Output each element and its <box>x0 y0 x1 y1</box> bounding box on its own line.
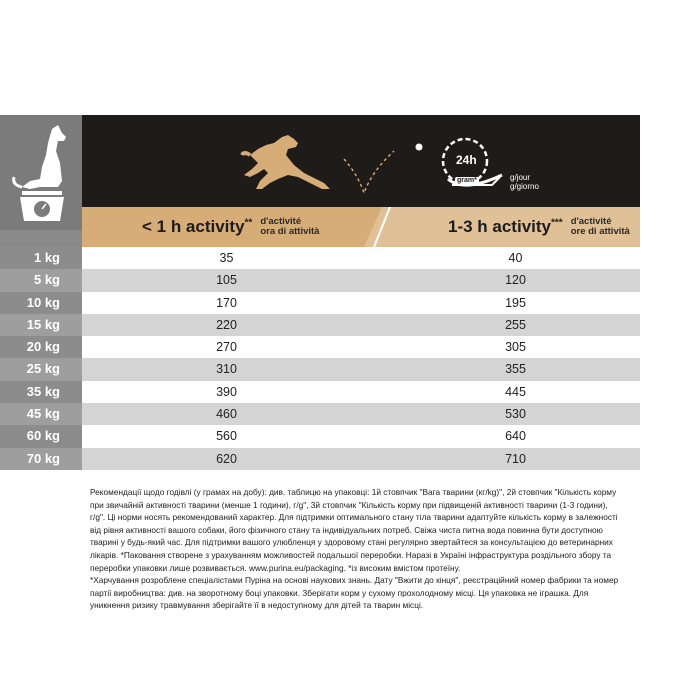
amount-low: 620 <box>216 451 237 466</box>
dog-on-scale-icon <box>0 115 82 230</box>
col-header-low <box>142 207 319 247</box>
table-row <box>82 314 640 336</box>
clock-label: 24h <box>456 153 477 167</box>
feeding-table <box>0 115 640 470</box>
header-dark-band <box>82 115 640 207</box>
table-row <box>82 269 640 291</box>
weight-label: 5 kg <box>0 269 82 291</box>
amount-high: 40 <box>508 251 523 265</box>
running-dog-icon <box>82 115 640 207</box>
table-row <box>82 381 640 403</box>
table-row <box>82 292 640 314</box>
col-header-high-text: 1-3 h activity <box>448 217 551 236</box>
amount-low: 170 <box>216 295 237 310</box>
weight-label: 60 kg <box>0 425 82 447</box>
table-row <box>82 247 640 269</box>
col-header-high-sub1: d'activité <box>570 216 612 227</box>
amount-low: 35 <box>219 251 234 265</box>
table-row <box>82 448 640 470</box>
col-header-high-sub <box>571 217 630 237</box>
amount-low: 220 <box>216 317 237 332</box>
amount-low: 560 <box>216 429 237 444</box>
col-header-low-main <box>142 217 252 237</box>
weight-label: 70 kg <box>0 448 82 470</box>
amount-high: 120 <box>505 273 526 288</box>
amount-high: 355 <box>505 362 526 377</box>
units-label <box>510 173 539 191</box>
dog-on-scale-panel <box>0 115 82 230</box>
amount-low: 270 <box>216 340 237 355</box>
weight-column <box>0 115 82 470</box>
header-gold-band <box>82 207 640 247</box>
amount-high: 445 <box>505 384 526 399</box>
units-line-2: g/giorno <box>510 182 539 191</box>
col-header-low-text: < 1 h activity <box>142 217 245 236</box>
amount-high: 195 <box>505 295 526 310</box>
notes-paragraph: Рекомендації щодо годівлі (у грамах на добу): див. таблицю на упаковці: 1й стовпчик "Вага тварини (кг/kg)", 2й стовпчик "Кількість корму при звичайній активності тварини (менше 1 години), г/g", 3й стовпчик "Кількість корму при підвищеній активності тварини (1-3 години), г/g". Ці норми носять рекомендований характер. Для підтримки оптимального стану тіла тварини адаптуйте кількість корму в залежності від рівня активності вашого собаки, його фізичного стану та індивідуальних потреб. Свіжа чиста питна вода повинна бути доступною тварині у будь-який час. Для підтримки вашого улюбленця у здоровому стані регулярно звертайтеся за консультацією до ветеринарних лікарів. *Паковання створене з урахуванням можливостей подальшої переробки. Наразі в Україні інфраструктура роздільного збору та переробки упаковки лише розвивається. www.purina.eu/packaging. *із високим вмістом протеїну. <box>90 487 618 573</box>
weight-label: 15 kg <box>0 314 82 336</box>
col-header-high <box>448 207 630 247</box>
weight-label: 1 kg <box>0 247 82 269</box>
weight-label: 10 kg <box>0 292 82 314</box>
weight-list <box>0 247 82 470</box>
table-row <box>82 425 640 447</box>
table-row <box>82 358 640 380</box>
gram-label: gram* <box>457 177 477 184</box>
notes-paragraph: *Харчування розроблене спеціалістами Пуріна на основі наукових знань. Дату "Вжити до кінця", реєстраційний номер фабрики та номер партії виробництва: див. на зворотному боці упаковки. Зберігати корм у сухому прохолодному місці. Ця упаковка не іграшка. Для уникнення ризику травмування зберігайте її в недоступному для дітей та тварин місці. <box>90 575 619 611</box>
units-line-1: g/jour <box>510 173 531 182</box>
amount-high: 530 <box>505 407 526 422</box>
amount-low: 460 <box>216 407 237 422</box>
amount-high: 640 <box>505 429 526 444</box>
col-header-high-mark: *** <box>551 217 563 229</box>
weight-label: 20 kg <box>0 336 82 358</box>
col-header-low-mark: ** <box>244 217 253 229</box>
feeding-notes <box>90 486 620 612</box>
amount-high: 305 <box>505 340 526 355</box>
weight-label: 35 kg <box>0 381 82 403</box>
amount-low: 390 <box>216 384 237 399</box>
band-divider <box>364 207 404 247</box>
col-header-high-sub2: ore di attività <box>570 226 630 237</box>
col-header-low-sub1: d'activité <box>260 216 302 227</box>
weight-label: 25 kg <box>0 358 82 380</box>
weight-label: 45 kg <box>0 403 82 425</box>
table-row <box>82 336 640 358</box>
amount-high: 255 <box>505 317 526 332</box>
feeding-rows <box>82 247 640 470</box>
amount-high: 710 <box>505 451 526 466</box>
col-header-low-sub2: ora di attività <box>260 226 320 237</box>
table-row <box>82 403 640 425</box>
amount-low: 310 <box>216 362 237 377</box>
col-header-low-sub <box>260 217 319 237</box>
col-header-high-main <box>448 217 563 237</box>
amount-low: 105 <box>216 273 237 288</box>
